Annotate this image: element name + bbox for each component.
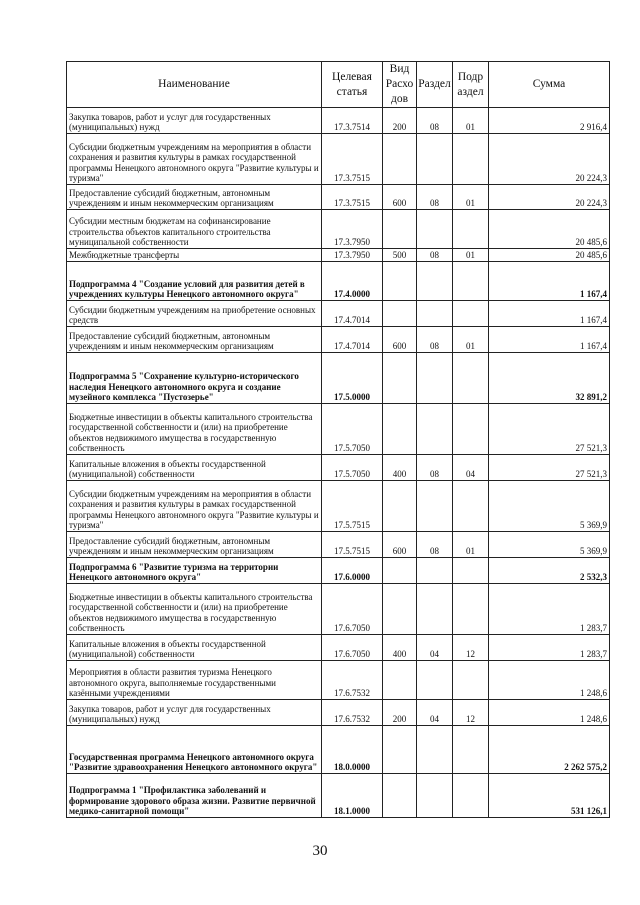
cell-sum: 1 248,6 bbox=[489, 700, 610, 726]
table-row bbox=[67, 661, 610, 700]
cell-article: 17.6.7050 bbox=[322, 635, 383, 661]
cell-expense-type bbox=[383, 210, 417, 249]
cell-section bbox=[417, 661, 453, 700]
cell-section bbox=[417, 262, 453, 301]
cell-section bbox=[417, 726, 453, 774]
table-body bbox=[67, 108, 610, 818]
cell-expense-type: 200 bbox=[383, 108, 417, 134]
cell-article: 17.6.7532 bbox=[322, 700, 383, 726]
table-row bbox=[67, 726, 610, 774]
cell-article: 17.3.7950 bbox=[322, 249, 383, 262]
cell-name: Подпрограмма 5 "Сохранение культурно-исторического наследия Ненецкого автономного округа и создание музейного комплекса "Пустозерье" bbox=[67, 353, 322, 404]
cell-sum: 20 485,6 bbox=[489, 249, 610, 262]
cell-expense-type bbox=[383, 404, 417, 455]
cell-sum: 32 891,2 bbox=[489, 353, 610, 404]
cell-article: 17.5.7515 bbox=[322, 481, 383, 532]
cell-subsection: 01 bbox=[453, 185, 489, 210]
cell-name: Закупка товаров, работ и услуг для государственных (муниципальных) нужд bbox=[67, 108, 322, 134]
table-row bbox=[67, 774, 610, 818]
table-row bbox=[67, 532, 610, 558]
cell-article: 17.3.7515 bbox=[322, 185, 383, 210]
cell-subsection bbox=[453, 481, 489, 532]
table-row bbox=[67, 353, 610, 404]
cell-name: Подпрограмма 1 "Профилактика заболеваний и формирование здорового образа жизни. Развитие первичной медико-санитарной помощи" bbox=[67, 774, 322, 818]
cell-sum: 27 521,3 bbox=[489, 455, 610, 481]
cell-sum: 2 916,4 bbox=[489, 108, 610, 134]
cell-section bbox=[417, 481, 453, 532]
cell-article: 17.5.0000 bbox=[322, 353, 383, 404]
cell-section bbox=[417, 584, 453, 635]
cell-expense-type bbox=[383, 353, 417, 404]
table-row bbox=[67, 404, 610, 455]
cell-expense-type bbox=[383, 301, 417, 327]
cell-subsection bbox=[453, 301, 489, 327]
cell-article: 17.4.7014 bbox=[322, 327, 383, 353]
cell-section: 04 bbox=[417, 700, 453, 726]
cell-name: Межбюджетные трансферты bbox=[67, 249, 322, 262]
cell-subsection bbox=[453, 661, 489, 700]
cell-section: 08 bbox=[417, 185, 453, 210]
cell-section bbox=[417, 301, 453, 327]
table-row bbox=[67, 558, 610, 584]
table-row bbox=[67, 700, 610, 726]
cell-expense-type: 600 bbox=[383, 185, 417, 210]
cell-section: 08 bbox=[417, 249, 453, 262]
cell-section: 08 bbox=[417, 327, 453, 353]
cell-sum: 1 167,4 bbox=[489, 262, 610, 301]
cell-name: Предоставление субсидий бюджетным, автономным учреждениям и иным некоммерческим организациям bbox=[67, 327, 322, 353]
cell-name: Подпрограмма 4 "Создание условий для развития детей в учреждениях культуры Ненецкого автономного округа" bbox=[67, 262, 322, 301]
cell-expense-type bbox=[383, 726, 417, 774]
cell-expense-type: 600 bbox=[383, 532, 417, 558]
table-row bbox=[67, 262, 610, 301]
header-name: Наименование bbox=[67, 62, 322, 108]
cell-subsection: 01 bbox=[453, 108, 489, 134]
cell-subsection bbox=[453, 584, 489, 635]
cell-section: 04 bbox=[417, 635, 453, 661]
cell-section bbox=[417, 353, 453, 404]
cell-expense-type bbox=[383, 481, 417, 532]
table-row bbox=[67, 185, 610, 210]
cell-sum: 20 224,3 bbox=[489, 134, 610, 185]
cell-article: 18.0.0000 bbox=[322, 726, 383, 774]
cell-name: Мероприятия в области развития туризма Ненецкого автономного округа, выполняемые государственными казёнными учреждениями bbox=[67, 661, 322, 700]
cell-article: 17.6.0000 bbox=[322, 558, 383, 584]
cell-subsection bbox=[453, 210, 489, 249]
cell-sum: 20 485,6 bbox=[489, 210, 610, 249]
cell-name: Субсидии бюджетным учреждениям на мероприятия в области сохранения и развития культуры в рамках государственной программы Ненецкого автономного округа "Развитие культуры и туризма" bbox=[67, 481, 322, 532]
table-row bbox=[67, 301, 610, 327]
cell-section: 08 bbox=[417, 532, 453, 558]
cell-subsection: 04 bbox=[453, 455, 489, 481]
cell-name: Закупка товаров, работ и услуг для государственных (муниципальных) нужд bbox=[67, 700, 322, 726]
cell-name: Бюджетные инвестиции в объекты капитального строительства государственной собственности и (или) на приобретение объектов недвижимого имущества в государственную собственность bbox=[67, 404, 322, 455]
cell-subsection bbox=[453, 404, 489, 455]
cell-subsection bbox=[453, 774, 489, 818]
cell-sum: 5 369,9 bbox=[489, 481, 610, 532]
table-row bbox=[67, 635, 610, 661]
cell-sum: 5 369,9 bbox=[489, 532, 610, 558]
cell-sum: 1 283,7 bbox=[489, 584, 610, 635]
cell-section bbox=[417, 558, 453, 584]
cell-name: Капитальные вложения в объекты государственной (муниципальной) собственности bbox=[67, 635, 322, 661]
cell-name: Подпрограмма 6 "Развитие туризма на территории Ненецкого автономного округа" bbox=[67, 558, 322, 584]
cell-name: Бюджетные инвестиции в объекты капитального строительства государственной собственности и (или) на приобретение объектов недвижимого имущества в государственную собственность bbox=[67, 584, 322, 635]
cell-expense-type bbox=[383, 774, 417, 818]
cell-section bbox=[417, 404, 453, 455]
cell-name: Субсидии бюджетным учреждениям на приобретение основных средств bbox=[67, 301, 322, 327]
cell-article: 17.5.7050 bbox=[322, 455, 383, 481]
table-row bbox=[67, 584, 610, 635]
cell-name: Капитальные вложения в объекты государственной (муниципальной) собственности bbox=[67, 455, 322, 481]
cell-article: 17.3.7515 bbox=[322, 134, 383, 185]
cell-article: 17.5.7515 bbox=[322, 532, 383, 558]
cell-subsection bbox=[453, 134, 489, 185]
cell-expense-type: 400 bbox=[383, 635, 417, 661]
table-row bbox=[67, 108, 610, 134]
cell-sum: 531 126,1 bbox=[489, 774, 610, 818]
cell-expense-type bbox=[383, 262, 417, 301]
cell-article: 17.6.7532 bbox=[322, 661, 383, 700]
cell-name: Предоставление субсидий бюджетным, автономным учреждениям и иным некоммерческим организациям bbox=[67, 185, 322, 210]
cell-expense-type bbox=[383, 134, 417, 185]
table-header-row bbox=[67, 62, 610, 108]
cell-article: 17.6.7050 bbox=[322, 584, 383, 635]
cell-name: Предоставление субсидий бюджетным, автономным учреждениям и иным некоммерческим организациям bbox=[67, 532, 322, 558]
cell-subsection bbox=[453, 558, 489, 584]
cell-expense-type: 500 bbox=[383, 249, 417, 262]
budget-table bbox=[66, 61, 610, 818]
cell-expense-type bbox=[383, 558, 417, 584]
cell-section: 08 bbox=[417, 108, 453, 134]
cell-subsection: 01 bbox=[453, 249, 489, 262]
cell-section bbox=[417, 210, 453, 249]
table-row bbox=[67, 481, 610, 532]
cell-sum: 2 532,3 bbox=[489, 558, 610, 584]
table-row bbox=[67, 327, 610, 353]
cell-sum: 1 283,7 bbox=[489, 635, 610, 661]
cell-sum: 20 224,3 bbox=[489, 185, 610, 210]
cell-article: 17.3.7514 bbox=[322, 108, 383, 134]
header-expense-type: Вид Расхо дов bbox=[383, 62, 417, 108]
cell-section: 08 bbox=[417, 455, 453, 481]
cell-article: 17.5.7050 bbox=[322, 404, 383, 455]
table-row bbox=[67, 249, 610, 262]
cell-section bbox=[417, 134, 453, 185]
header-section: Раздел bbox=[417, 62, 453, 108]
header-article: Целевая статья bbox=[322, 62, 383, 108]
table-row bbox=[67, 134, 610, 185]
header-subsection: Подр аздел bbox=[453, 62, 489, 108]
cell-article: 17.4.7014 bbox=[322, 301, 383, 327]
cell-sum: 2 262 575,2 bbox=[489, 726, 610, 774]
cell-expense-type: 200 bbox=[383, 700, 417, 726]
cell-name: Субсидии местным бюджетам на софинансирование строительства объектов капитального строительства муниципальной собственности bbox=[67, 210, 322, 249]
cell-sum: 1 248,6 bbox=[489, 661, 610, 700]
cell-subsection: 01 bbox=[453, 532, 489, 558]
cell-subsection: 12 bbox=[453, 635, 489, 661]
cell-expense-type bbox=[383, 661, 417, 700]
header-sum: Сумма bbox=[489, 62, 610, 108]
cell-name: Государственная программа Ненецкого автономного округа "Развитие здравоохранения Ненецкого автономного округа" bbox=[67, 726, 322, 774]
cell-expense-type: 600 bbox=[383, 327, 417, 353]
cell-name: Субсидии бюджетным учреждениям на мероприятия в области сохранения и развития культуры в рамках государственной программы Ненецкого автономного округа "Развитие культуры и туризма" bbox=[67, 134, 322, 185]
table-row bbox=[67, 210, 610, 249]
cell-article: 17.3.7950 bbox=[322, 210, 383, 249]
table-row bbox=[67, 455, 610, 481]
cell-section bbox=[417, 774, 453, 818]
cell-sum: 1 167,4 bbox=[489, 301, 610, 327]
cell-sum: 27 521,3 bbox=[489, 404, 610, 455]
cell-subsection: 12 bbox=[453, 700, 489, 726]
cell-sum: 1 167,4 bbox=[489, 327, 610, 353]
cell-subsection bbox=[453, 353, 489, 404]
cell-expense-type: 400 bbox=[383, 455, 417, 481]
cell-expense-type bbox=[383, 584, 417, 635]
cell-subsection: 01 bbox=[453, 327, 489, 353]
cell-subsection bbox=[453, 262, 489, 301]
cell-subsection bbox=[453, 726, 489, 774]
cell-article: 18.1.0000 bbox=[322, 774, 383, 818]
cell-article: 17.4.0000 bbox=[322, 262, 383, 301]
page-number: 30 bbox=[312, 843, 328, 859]
